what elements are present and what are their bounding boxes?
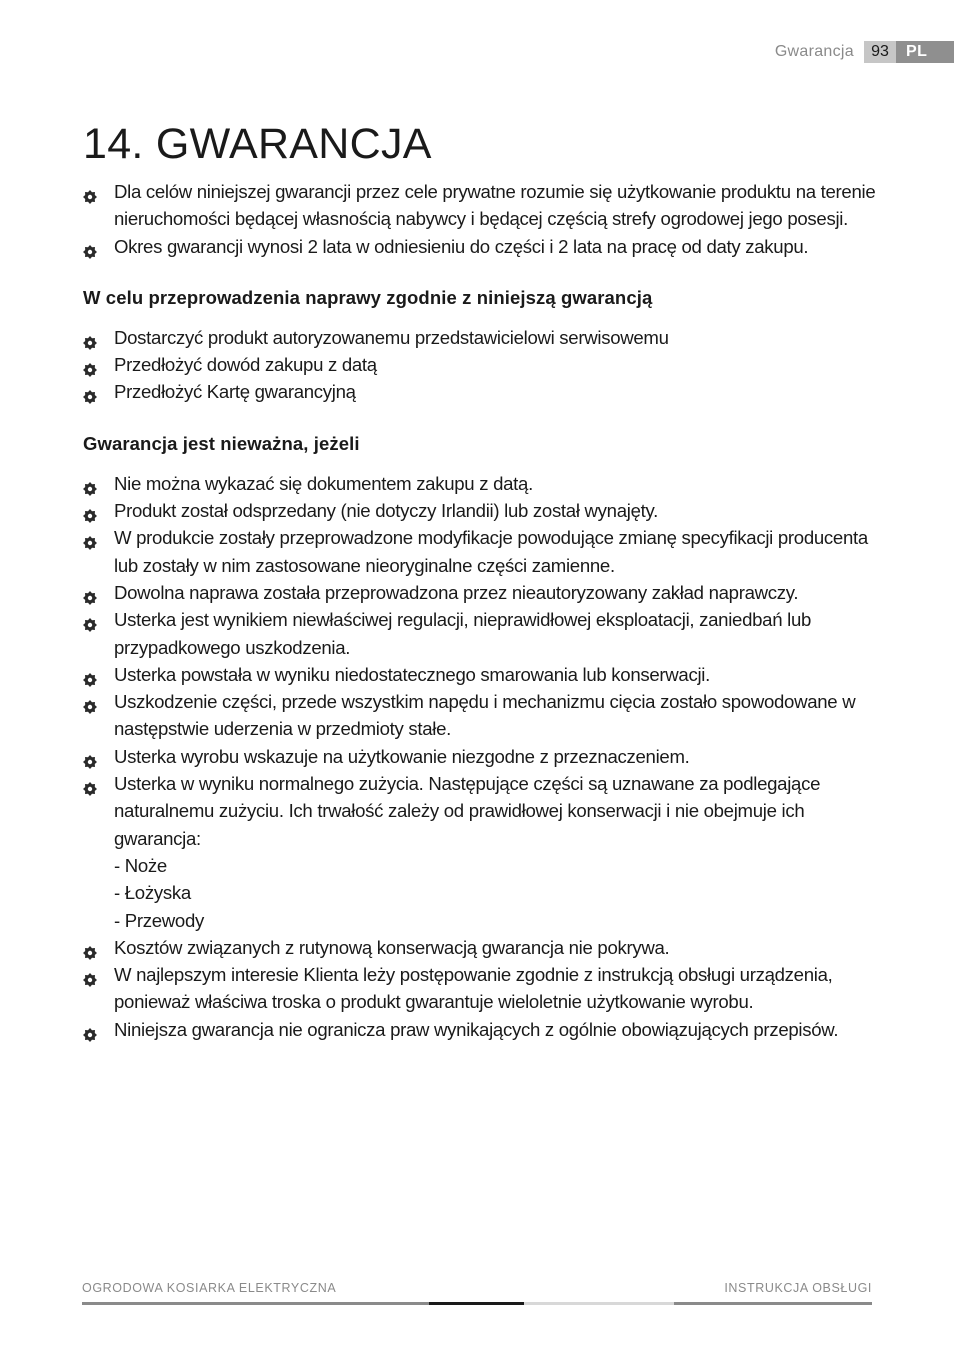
- gear-bullet-icon: [83, 476, 97, 490]
- gear-bullet-icon: [83, 667, 97, 681]
- gear-bullet-icon: [83, 384, 97, 398]
- gear-bullet-icon: [83, 776, 97, 790]
- repair-heading: W celu przeprowadzenia naprawy zgodnie z niniejszą gwarancją: [83, 286, 653, 308]
- footer-bar-light: [524, 1302, 674, 1305]
- list-item: Kosztów związanych z rutynową konserwacją gwarancja nie pokrywa.: [83, 934, 883, 961]
- language-badge: PL: [896, 41, 954, 63]
- gear-bullet-icon: [83, 357, 97, 371]
- gear-bullet-icon: [83, 530, 97, 544]
- footer-bar-mid: [82, 1302, 429, 1305]
- list-item: Usterka w wyniku normalnego zużycia. Następujące części są uznawane za podlegające naturalnemu zużyciu. Ich trwałość zależy od prawidłowej konserwacji i nie obejmuje ich gwarancja: - Noże - Łożyska - Przewody: [83, 770, 883, 934]
- gear-bullet-icon: [83, 330, 97, 344]
- gear-bullet-icon: [83, 239, 97, 253]
- footer-bar-dark: [429, 1302, 524, 1305]
- wear-part-cables: - Przewody: [114, 909, 204, 931]
- page-header: [775, 41, 954, 63]
- gear-bullet-icon: [83, 184, 97, 198]
- list-item: Uszkodzenie części, przede wszystkim napędu i mechanizmu cięcia zostało spowodowane w następstwie uderzenia w przedmioty stałe.: [83, 688, 883, 743]
- list-item: Przedłożyć Kartę gwarancyjną: [83, 378, 883, 405]
- list-item: Dostarczyć produkt autoryzowanemu przedstawicielowi serwisowemu: [83, 324, 883, 351]
- gear-bullet-icon: [83, 1022, 97, 1036]
- footer-manual-title: INSTRUKCJA OBSŁUGI: [724, 1281, 872, 1295]
- footer-bar-mid-right: [674, 1302, 872, 1305]
- intro-list: [83, 178, 883, 260]
- gear-bullet-icon: [83, 585, 97, 599]
- list-item: Okres gwarancji wynosi 2 lata w odniesieniu do części i 2 lata na pracę od daty zakupu.: [83, 233, 883, 260]
- gear-bullet-icon: [83, 694, 97, 708]
- list-item: Dowolna naprawa została przeprowadzona przez nieautoryzowany zakład naprawczy.: [83, 579, 883, 606]
- list-item: W najlepszym interesie Klienta leży postępowanie zgodnie z instrukcją obsługi urządzenia, ponieważ właściwa troska o produkt gwarantuje wieloletnie użytkowanie wyrobu.: [83, 961, 883, 1016]
- list-item: Dla celów niniejszej gwarancji przez cele prywatne rozumie się użytkowanie produktu na terenie nieruchomości będącej własnością nabywcy i będącej częścią strefy ogrodowej jego posesji.: [83, 178, 883, 233]
- wear-part-bearings: - Łożyska: [114, 882, 191, 904]
- list-item: Nie można wykazać się dokumentem zakupu z datą.: [83, 470, 883, 497]
- gear-bullet-icon: [83, 749, 97, 763]
- gear-bullet-icon: [83, 967, 97, 981]
- wear-part-knives: - Noże: [114, 854, 167, 876]
- list-item: Usterka wyrobu wskazuje na użytkowanie niezgodne z przeznaczeniem.: [83, 743, 883, 770]
- list-item: Usterka jest wynikiem niewłaściwej regulacji, nieprawidłowej eksploatacji, zaniedbań lub przypadkowego uszkodzenia.: [83, 606, 883, 661]
- repair-list: [83, 324, 883, 406]
- void-list: [83, 470, 883, 1043]
- section-title: Gwarancja: [774, 43, 854, 60]
- list-item: Przedłożyć dowód zakupu z datą: [83, 351, 883, 378]
- list-item: W produkcie zostały przeprowadzone modyfikacje powodujące zmianę specyfikacji producenta lub zostały w nim zastosowane nieoryginalne części zamienne.: [83, 524, 883, 579]
- gear-bullet-icon: [83, 612, 97, 626]
- footer-product-name: OGRODOWA KOSIARKA ELEKTRYCZNA: [82, 1281, 337, 1295]
- page-number: 93: [864, 41, 896, 63]
- page-title: 14. GWARANCJA: [83, 120, 432, 168]
- void-heading: Gwarancja jest nieważna, jeżeli: [83, 432, 360, 454]
- gear-bullet-icon: [83, 940, 97, 954]
- list-item: Niniejsza gwarancja nie ogranicza praw wynikających z ogólnie obowiązujących przepisów.: [83, 1016, 883, 1043]
- list-item: Produkt został odsprzedany (nie dotyczy Irlandii) lub został wynajęty.: [83, 497, 883, 524]
- gear-bullet-icon: [83, 503, 97, 517]
- list-item: Usterka powstała w wyniku niedostatecznego smarowania lub konserwacji.: [83, 661, 883, 688]
- warranty-content: [83, 178, 883, 1043]
